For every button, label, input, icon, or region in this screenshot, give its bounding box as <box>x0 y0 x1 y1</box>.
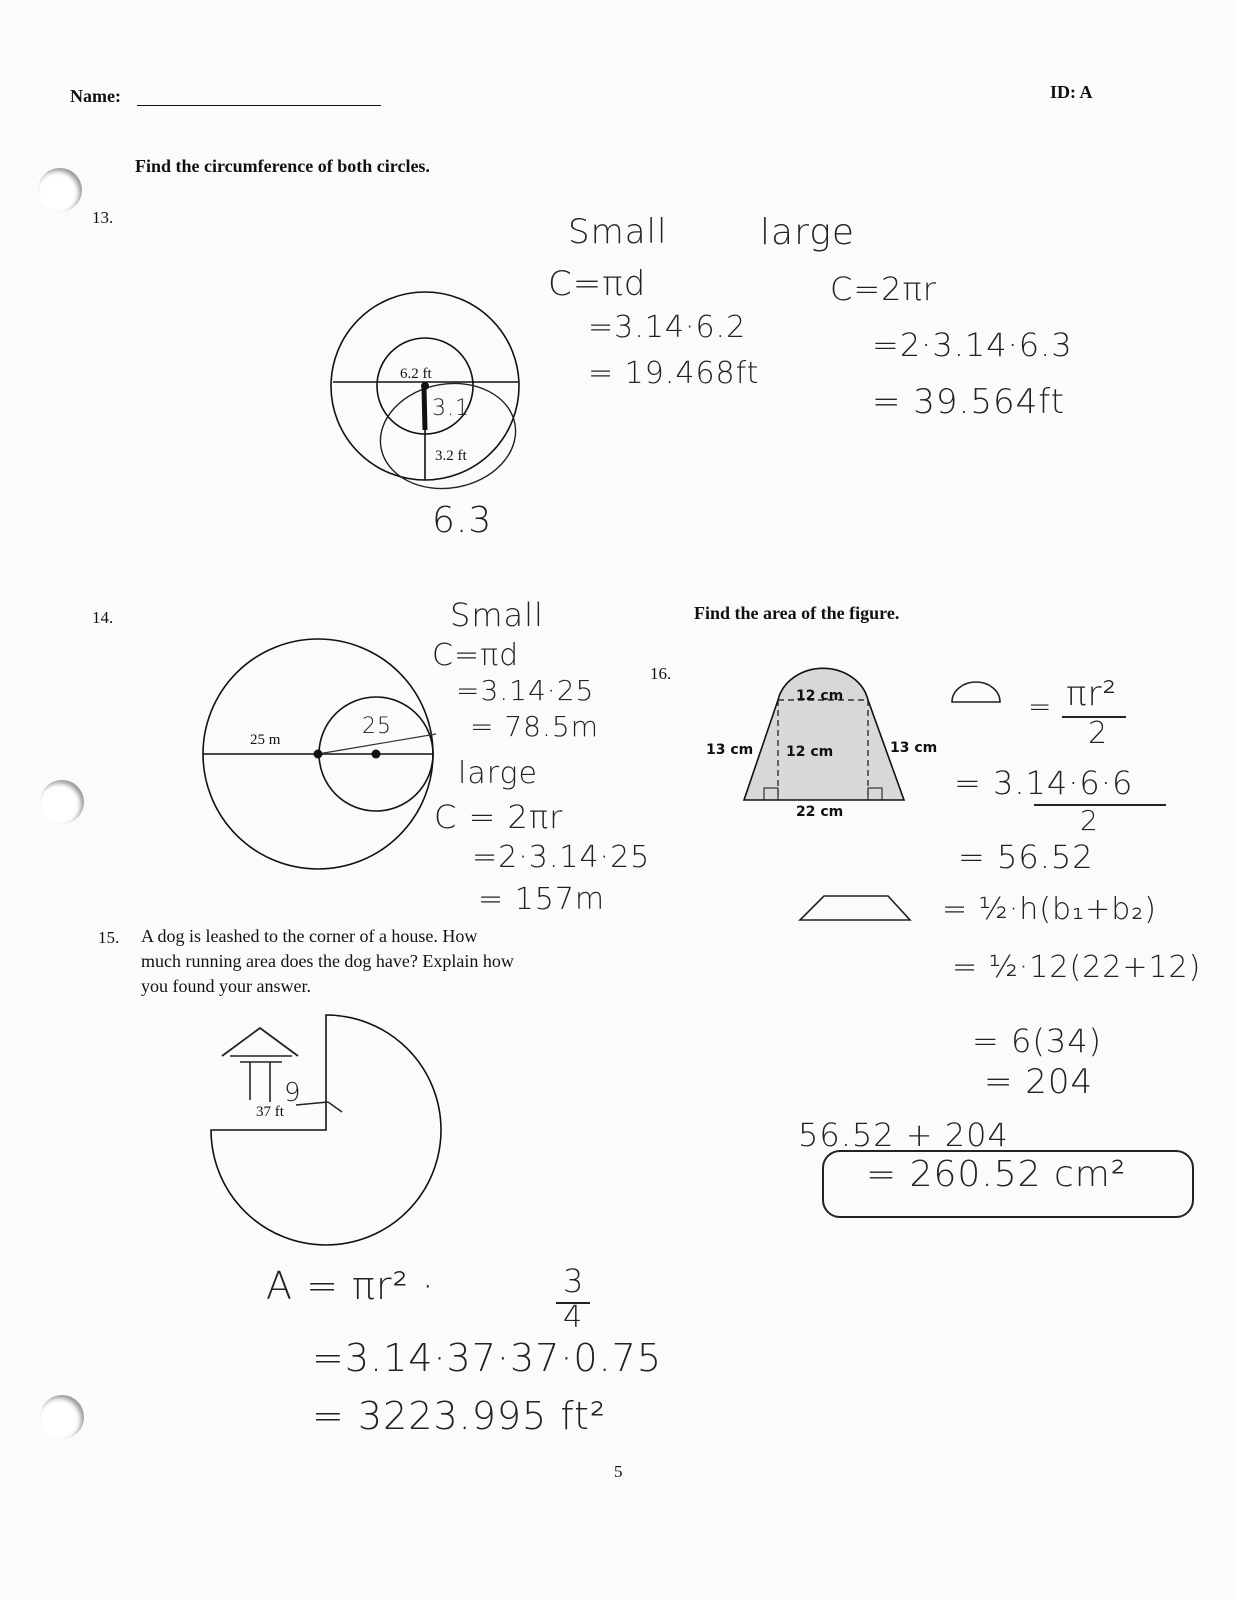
handwritten-semicircle-line: = 3.14·6·6 <box>954 764 1134 802</box>
handwritten-small-line: = 19.468ft <box>588 356 760 391</box>
handwritten-line-14: =2·3.14·25 <box>472 840 651 875</box>
name-field[interactable] <box>137 87 381 106</box>
handwritten-semicircle-line: 2 <box>1080 804 1099 837</box>
handwritten-line-14: Small <box>450 596 544 634</box>
handwritten-large-heading-13: large <box>760 212 855 253</box>
dimension-label-top: 12 cm <box>796 688 844 704</box>
punch-hole <box>40 780 84 824</box>
problem-16-number: 16. <box>650 664 672 683</box>
instruction-circumference: Find the circumference of both circles. <box>135 156 430 176</box>
dimension-label-right: 13 cm <box>890 740 938 756</box>
handwritten-fraction-numerator: 3 <box>563 1262 585 1300</box>
handwritten-fraction-denominator: 4 <box>563 1300 584 1335</box>
handwritten-line-14: large <box>458 756 538 791</box>
problem-14-figure <box>200 630 450 880</box>
dimension-label-height: 12 cm <box>786 744 834 760</box>
problem-13-number: 13. <box>92 208 114 227</box>
semicircle-sketch <box>946 676 1006 706</box>
handwritten-radius-note-14: 25 <box>362 714 392 739</box>
handwritten-area-answer: = 3223.995 ft² <box>312 1394 607 1438</box>
handwritten-small-line: C=πd <box>548 264 647 304</box>
radius-label-13: 3.2 ft <box>435 448 467 464</box>
problem-15-question-line: A dog is leashed to the corner of a house. How <box>141 926 478 946</box>
problem-15-number: 15. <box>98 928 120 947</box>
leash-label-15: 37 ft <box>256 1104 284 1120</box>
handwritten-equals: = <box>1028 690 1053 723</box>
handwritten-trapezoid-line: = ½·12(22+12) <box>952 950 1202 985</box>
problem-15-question-line: much running area does the dog have? Explain how <box>141 951 514 971</box>
handwritten-line-14: C=πd <box>432 638 520 673</box>
handwritten-line-14: =3.14·25 <box>456 674 595 707</box>
handwritten-final-answer: = 260.52 cm² <box>866 1154 1127 1195</box>
handwritten-large-line: C=2πr <box>830 270 937 308</box>
handwritten-small-heading-13: Small <box>568 212 668 252</box>
problem-16-figure <box>740 660 910 805</box>
problem-15-question-line: you found your answer. <box>141 976 311 996</box>
fraction-bar <box>1034 804 1166 806</box>
id-label: ID: A <box>1050 82 1093 102</box>
handwritten-trapezoid-line: = ½·h(b₁+b₂) <box>942 892 1157 927</box>
handwritten-radius-note-13: 3.1 <box>432 396 470 421</box>
punch-hole <box>40 1395 84 1439</box>
handwritten-house-note-15: 9 <box>284 1078 302 1108</box>
handwritten-line-14: = 78.5m <box>470 710 599 743</box>
handwritten-semicircle-line: = 56.52 <box>958 838 1094 876</box>
handwritten-small-line: =3.14·6.2 <box>588 310 747 345</box>
diameter-label-13: 6.2 ft <box>400 366 432 382</box>
problem-14-number: 14. <box>92 608 114 627</box>
handwritten-large-line: =2·3.14·6.3 <box>872 326 1073 364</box>
page-number: 5 <box>614 1462 623 1481</box>
name-label: Name: <box>70 86 121 106</box>
handwritten-large-line: = 39.564ft <box>872 382 1065 422</box>
handwritten-sum: 56.52 + 204 <box>798 1116 1009 1154</box>
handwritten-semicircle-formula-denominator: 2 <box>1088 716 1109 751</box>
handwritten-semicircle-formula-numerator: πr² <box>1066 674 1118 714</box>
handwritten-trapezoid-line: = 204 <box>984 1062 1094 1102</box>
problem-15-figure <box>200 1010 460 1260</box>
trapezoid-sketch <box>796 890 916 930</box>
handwritten-line-14: = 157m <box>478 882 606 917</box>
punch-hole <box>38 168 82 212</box>
dimension-label-left: 13 cm <box>706 742 754 758</box>
handwritten-line-14: C = 2πr <box>434 798 564 836</box>
dimension-label-bottom: 22 cm <box>796 804 844 820</box>
problem-13-figure <box>320 290 540 510</box>
handwritten-trapezoid-line: = 6(34) <box>972 1022 1103 1060</box>
handwritten-area-line: =3.14·37·37·0.75 <box>312 1336 663 1380</box>
radius-label-14: 25 m <box>250 732 281 748</box>
handwritten-diameter-note-13: 6.3 <box>432 500 493 541</box>
instruction-area: Find the area of the figure. <box>694 603 900 623</box>
handwritten-area-equation: A = πr² · <box>266 1264 435 1308</box>
